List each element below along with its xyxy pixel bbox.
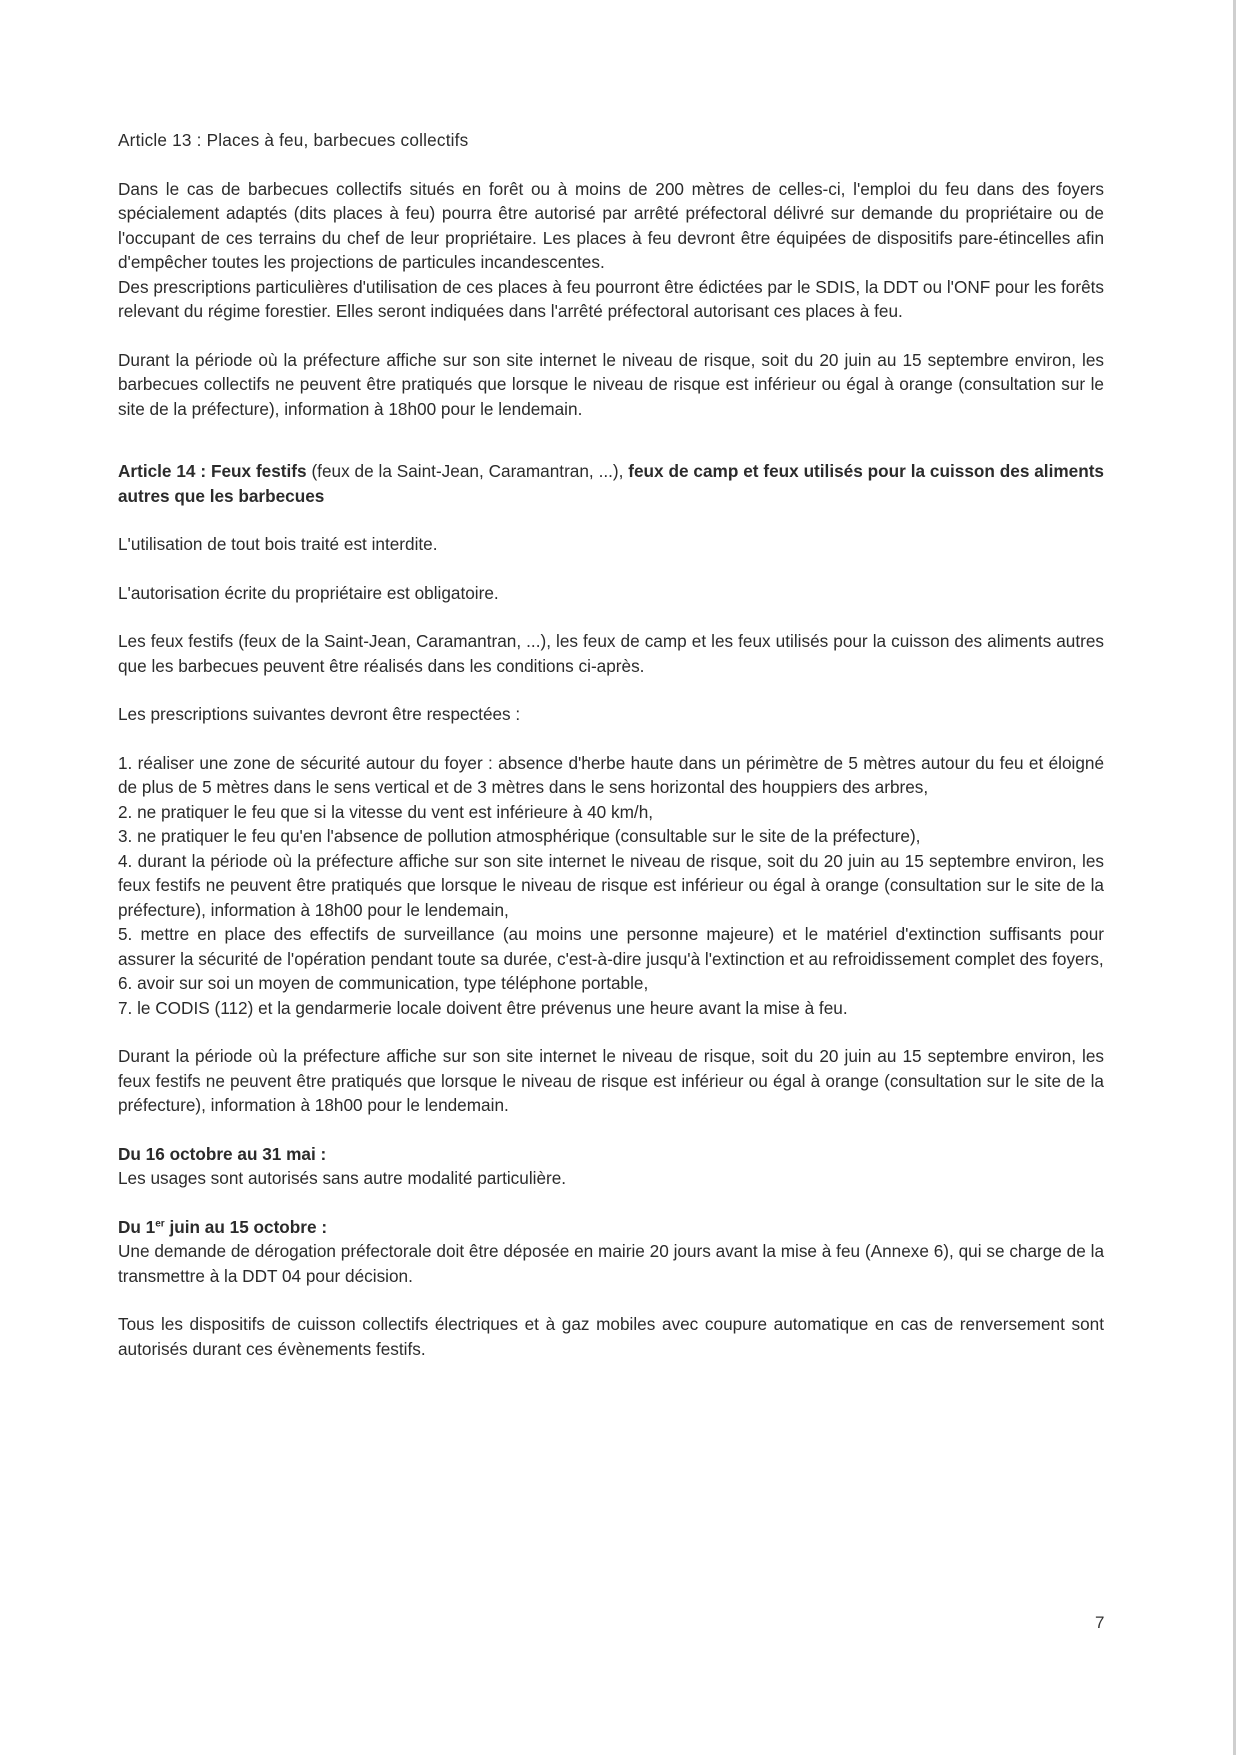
scan-edge <box>1233 0 1236 1755</box>
list-item: 5. mettre en place des effectifs de surveillance (au moins une personne majeure) et le matériel d'extinction suffisants pour assurer la sécurité de l'opération pendant toute sa durée, c'est-à-dire jusqu'à l'extinction et au refroidissement complet des foyers, <box>118 924 1104 969</box>
document-page <box>118 128 1104 1361</box>
article-14-heading-bold-2: feux de camp et feux utilisés pour la cuisson des aliments autres que les barbecues <box>118 461 1104 506</box>
list-item: 3. ne pratiquer le feu qu'en l'absence de pollution atmosphérique (consultable sur le site de la préfecture), <box>118 826 921 846</box>
list-item: 4. durant la période où la préfecture affiche sur son site internet le niveau de risque, soit du 20 juin au 15 septembre environ, les feux festifs ne peuvent être pratiqués que lorsque le niveau de risque est inférieur ou égal à orange (consultation sur le site de la préfecture), information à 18h00 pour le lendemain, <box>118 850 1104 920</box>
period-2-text: Une demande de dérogation préfectorale doit être déposée en mairie 20 jours avant la mise à feu (Annexe 6), qui se charge de la transmettre à la DDT 04 pour décision. <box>118 1241 1104 1286</box>
period-1-text: Les usages sont autorisés sans autre modalité particulière. <box>118 1168 567 1188</box>
article-14-paragraph-6: Tous les dispositifs de cuisson collectifs électriques et à gaz mobiles avec coupure automatique en cas de renversement sont autorisés durant ces évènements festifs. <box>118 1314 1104 1359</box>
article-14-heading <box>118 459 1104 508</box>
list-item: 1. réaliser une zone de sécurité autour du foyer : absence d'herbe haute dans un périmètre de 5 mètres autour du feu et éloigné de plus de 5 mètres dans le sens vertical et de 3 mètres dans le sens horizontal des houppiers des arbres, <box>118 752 1104 797</box>
list-item: 7. le CODIS (112) et la gendarmerie locale doivent être prévenus une heure avant la mise à feu. <box>118 997 848 1018</box>
article-13-heading: Article 13 : Places à feu, barbecues collectifs <box>118 130 469 150</box>
list-item: 2. ne pratiquer le feu que si la vitesse du vent est inférieure à 40 km/h, <box>118 801 654 822</box>
period-2-heading-a: Du 1 <box>118 1216 156 1237</box>
article-13-paragraph-3: Durant la période où la préfecture affiche sur son site internet le niveau de risque, soit du 20 juin au 15 septembre environ, les barbecues collectifs ne peuvent être pratiqués que lorsque le niveau de risque est inférieur ou égal à orange (consultation sur le site de la préfecture), information à 18h00 pour le lendemain. <box>118 349 1104 419</box>
period-2-heading <box>118 1215 1104 1240</box>
article-14-paragraph-5: Durant la période où la préfecture affiche sur son site internet le niveau de risque, soit du 20 juin au 15 septembre environ, les feux festifs ne peuvent être pratiqués que lorsque le niveau de risque est inférieur ou égal à orange (consultation sur le site de la préfecture), information à 18h00 pour le lendemain. <box>118 1046 1104 1115</box>
article-13-paragraph-2: Des prescriptions particulières d'utilisation de ces places à feu pourront être édictées par le SDIS, la DDT ou l'ONF pour les forêts relevant du régime forestier. Elles seront indiquées dans l'arrêté préfectoral autorisant ces places à feu. <box>118 276 1104 321</box>
period-1-heading: Du 16 octobre au 31 mai : <box>118 1143 327 1164</box>
article-14-heading-bold: Article 14 : Feux festifs <box>118 461 307 481</box>
article-14-heading-normal: (feux de la Saint-Jean, Caramantran, ...), <box>306 461 629 481</box>
prescriptions-list <box>118 751 1104 1021</box>
article-14-paragraph-2: L'autorisation écrite du propriétaire est obligatoire. <box>118 582 499 603</box>
page-number: 7 <box>1095 1613 1105 1632</box>
article-14-paragraph-3: Les feux festifs (feux de la Saint-Jean, Caramantran, ...), les feux de camp et les feux utilisés pour la cuisson des aliments autres que les barbecues peuvent être réalisés dans les conditions ci-après. <box>118 631 1104 676</box>
article-13-paragraph-1: Dans le cas de barbecues collectifs situés en forêt ou à moins de 200 mètres de celles-ci, l'emploi du feu dans des foyers spécialement adaptés (dits places à feu) pourra être autorisé par arrêté préfectoral délivré sur demande du propriétaire ou de l'occupant de ces terrains du chef de leur propriétaire. Les places à feu devront être équipées de dispositifs pare-étincelles afin d'empêcher toutes les projections de particules incandescentes. <box>118 178 1104 272</box>
list-item: 6. avoir sur soi un moyen de communication, type téléphone portable, <box>118 973 649 993</box>
article-14-paragraph-4: Les prescriptions suivantes devront être respectées : <box>118 704 521 724</box>
article-14-paragraph-1: L'utilisation de tout bois traité est interdite. <box>118 534 438 554</box>
period-2-heading-sup: er <box>155 1217 165 1229</box>
period-2-heading-b: juin au 15 octobre : <box>164 1216 328 1237</box>
